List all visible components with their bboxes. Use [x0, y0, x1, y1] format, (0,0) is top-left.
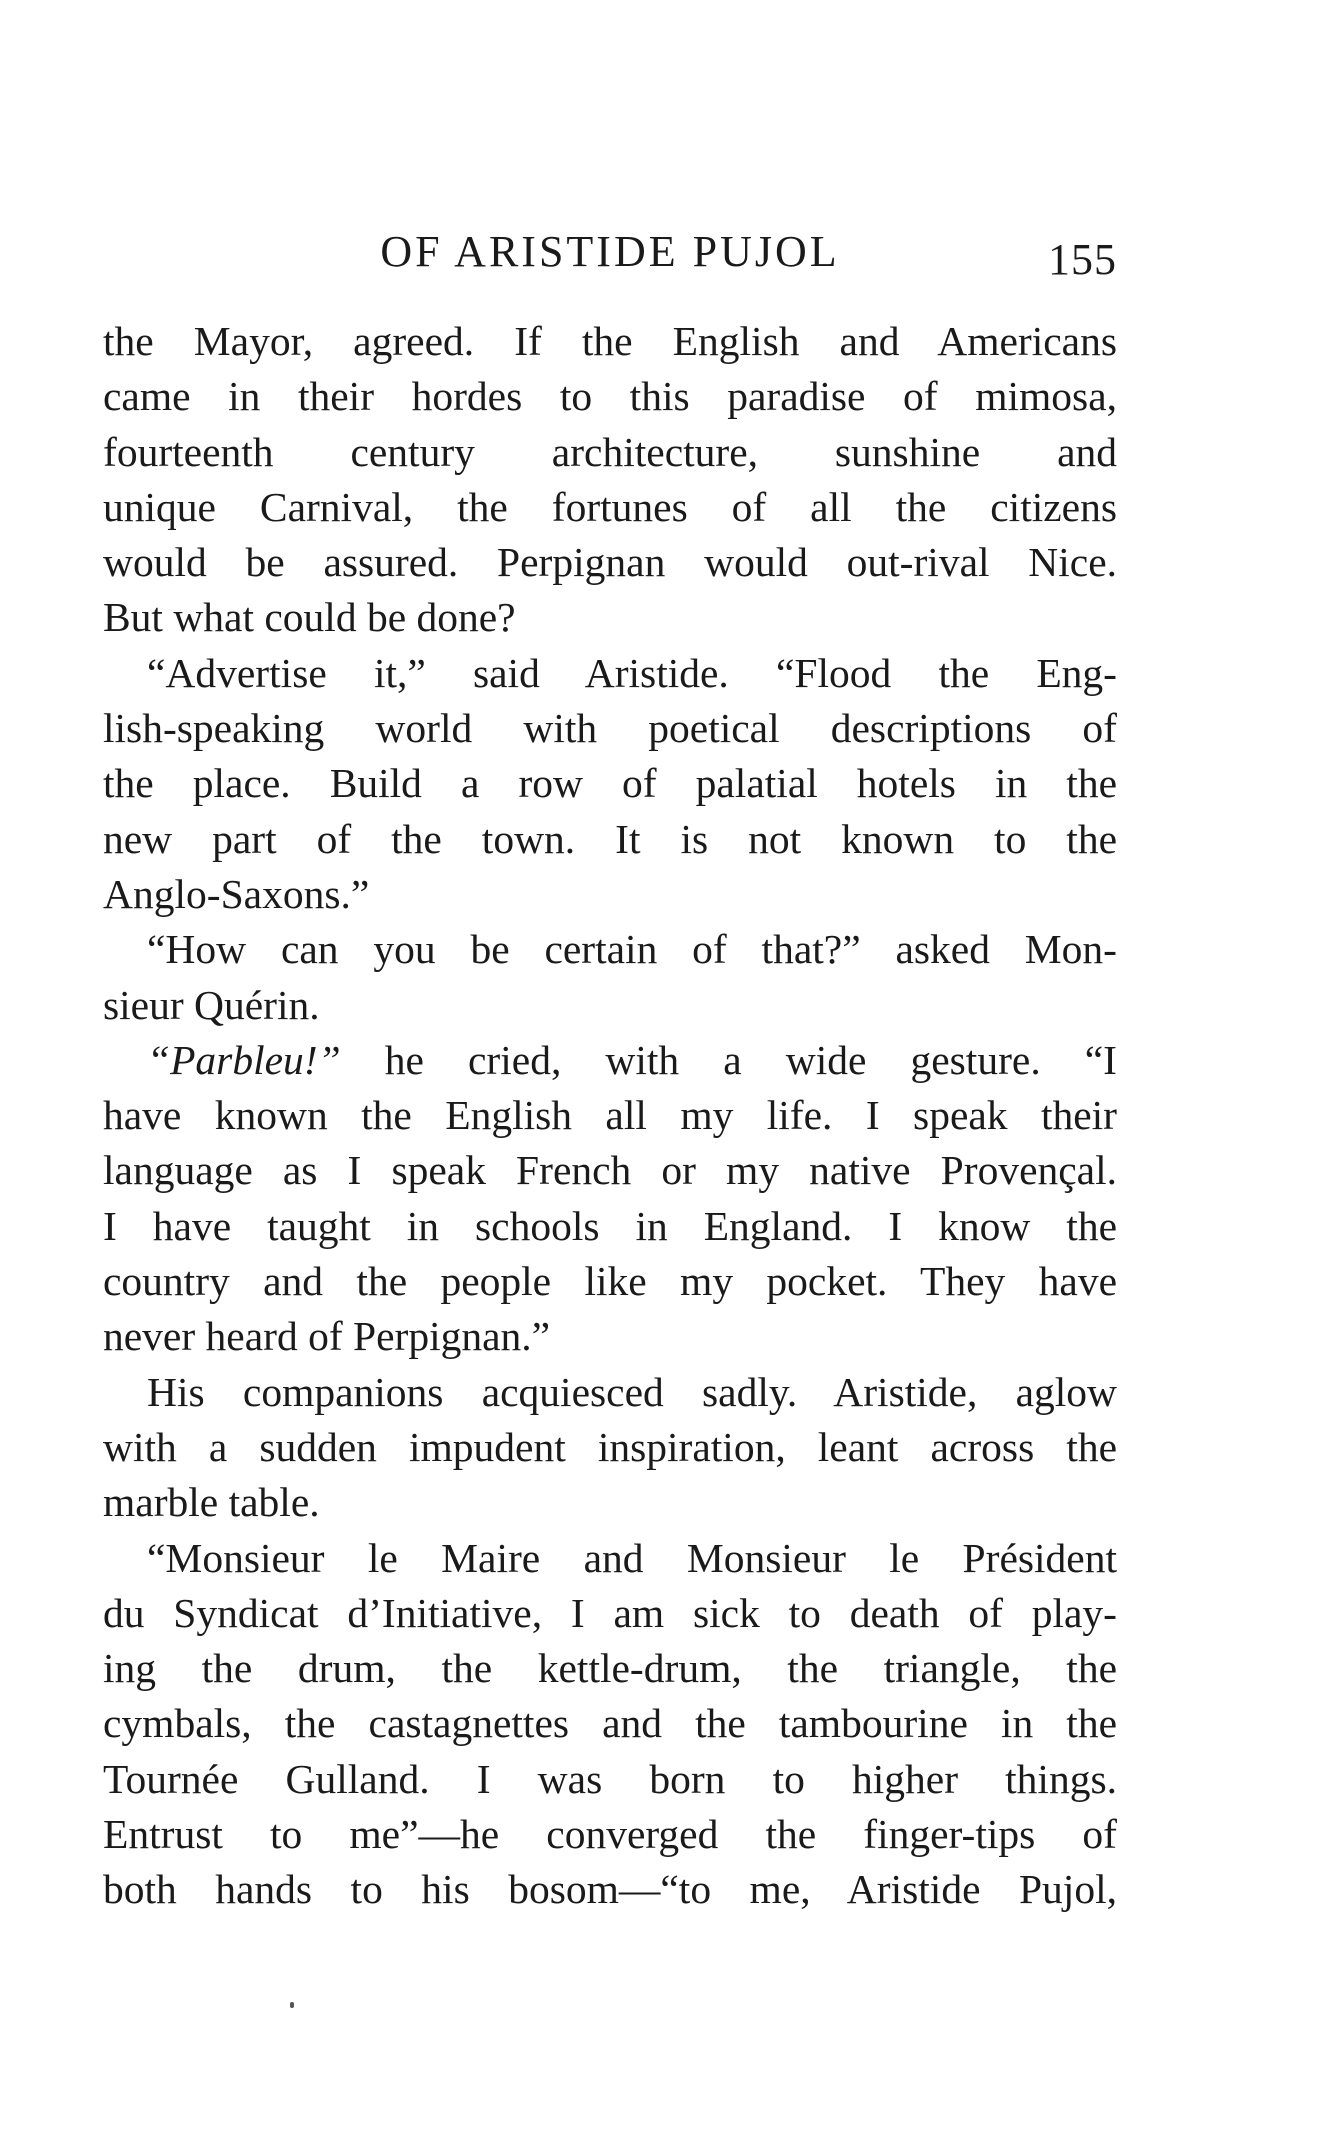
text-line: cymbals, the castagnettes and the tambourine in the — [103, 1700, 1117, 1747]
text-line: have known the English all my life. I speak their — [103, 1092, 1117, 1139]
text-line: came in their hordes to this paradise of mimosa, — [103, 373, 1117, 420]
text-line: the place. Build a row of palatial hotels in the — [103, 760, 1117, 807]
body-text — [103, 314, 1117, 1918]
text-line: du Syndicat d’Initiative, I am sick to death of play- — [103, 1589, 1117, 1636]
italic-exclamation: “Parbleu!” — [147, 1036, 341, 1083]
text-line: Tournée Gulland. I was born to higher things. — [103, 1755, 1117, 1802]
running-title: OF ARISTIDE PUJOL — [380, 227, 840, 276]
text-line: But what could be done? — [103, 594, 516, 641]
text-line: fourteenth century architecture, sunshine and — [103, 428, 1117, 475]
text-line: “Monsieur le Maire and Monsieur le Président — [147, 1534, 1117, 1581]
text-line: would be assured. Perpignan would out-rival Nice. — [103, 539, 1117, 586]
text-line: never heard of Perpignan.” — [103, 1313, 551, 1360]
text-line: “How can you be certain of that?” asked Mon- — [147, 926, 1117, 973]
text-line: I have taught in schools in England. I know the — [103, 1202, 1117, 1249]
text-line: His companions acquiesced sadly. Aristide, aglow — [147, 1368, 1117, 1415]
text-line: sieur Quérin. — [103, 981, 320, 1028]
text-line — [103, 1033, 1117, 1088]
page-number: 155 — [1048, 235, 1117, 284]
text-line: marble table. — [103, 1479, 320, 1526]
text-line: language as I speak French or my native Provençal. — [103, 1147, 1117, 1194]
text-line: Anglo-Saxons.” — [103, 870, 370, 917]
text-line: the Mayor, agreed. If the English and Americans — [103, 318, 1117, 364]
text-line: lish-speaking world with poetical descriptions of — [103, 705, 1117, 752]
text-line: country and the people like my pocket. They have — [103, 1258, 1117, 1305]
ink-speck — [290, 2002, 294, 2008]
running-head — [103, 222, 1117, 282]
text-line: unique Carnival, the fortunes of all the citizens — [103, 483, 1117, 530]
text-line-rest: he cried, with a wide gesture. “I — [384, 1036, 1118, 1083]
text-line: ing the drum, the kettle-drum, the triangle, the — [103, 1645, 1117, 1692]
text-line: new part of the town. It is not known to the — [103, 815, 1117, 862]
text-line: with a sudden impudent inspiration, leant across the — [103, 1423, 1117, 1470]
text-line: both hands to his bosom—“to me, Aristide Pujol, — [103, 1866, 1117, 1913]
text-line: Entrust to me”—he converged the finger-tips of — [103, 1811, 1117, 1858]
text-line: “Advertise it,” said Aristide. “Flood the Eng- — [147, 649, 1117, 696]
